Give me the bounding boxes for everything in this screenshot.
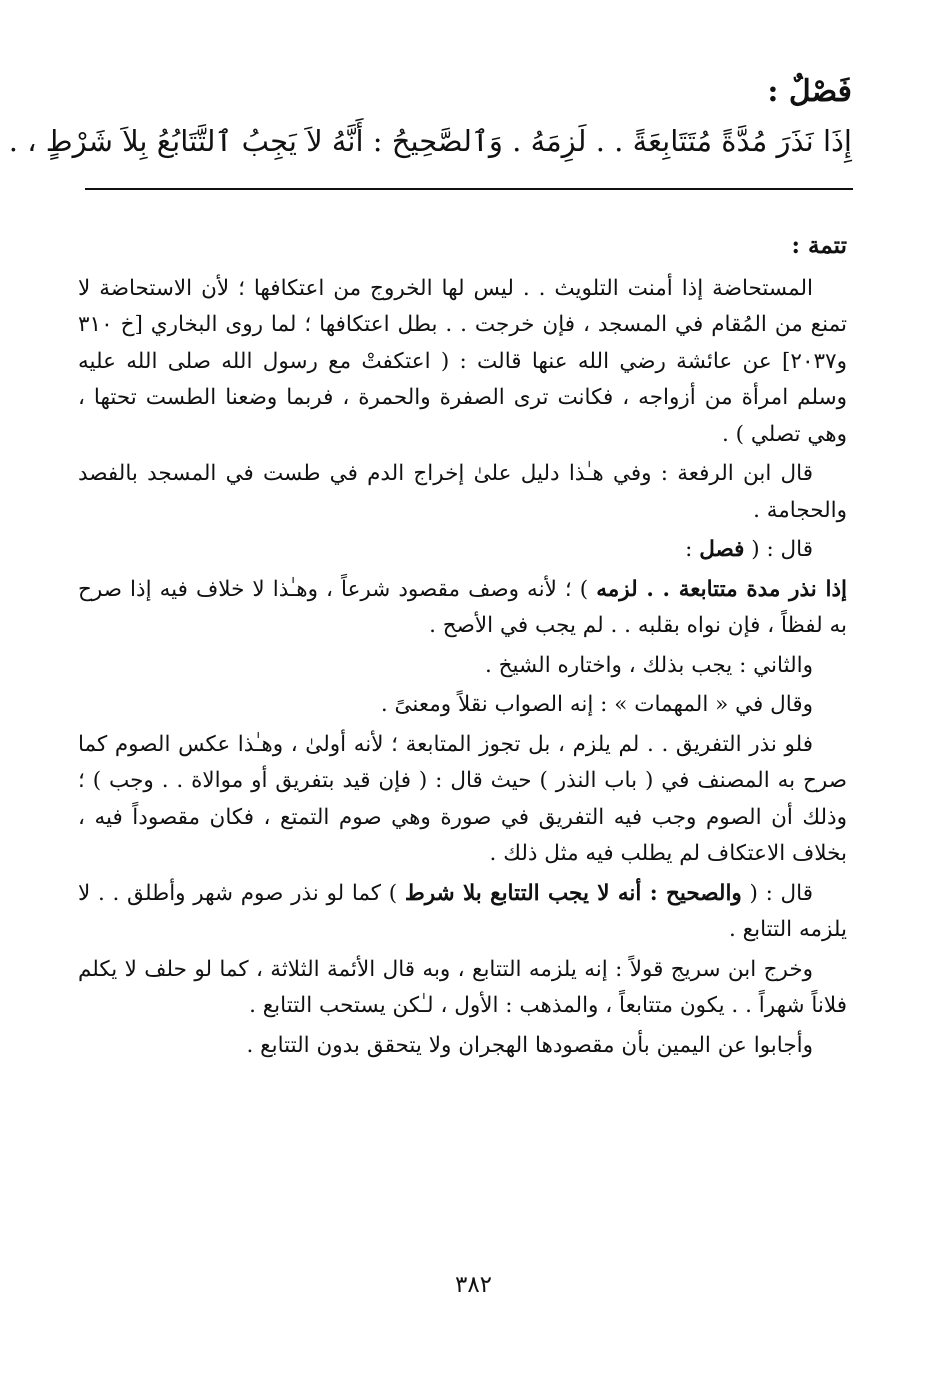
paragraph-8 [78, 876, 847, 949]
paragraph-3-end: : [685, 537, 700, 562]
section-divider [85, 188, 853, 190]
paragraph-3 [78, 532, 847, 569]
paragraph-1: المستحاضة إذا أمنت التلويث . . ليس لها الخروج من اعتكافها ؛ لأن الاستحاضة لا تمنع من المُقام في المسجد ، فإن خرجت . . بطل اعتكافها ؛ لما روى البخاري [خ ٣١٠ و٢٠٣٧] عن عائشة رضي الله عنها قالت : ( اعتكفتْ مع رسول الله صلى الله عليه وسلم امرأة من أزواجه ، فكانت ترى الصفرة والحمرة ، فربما وضعنا الطست تحتها ، وهي تصلي ) . [78, 275, 847, 447]
page-number: ٣٨٢ [454, 1272, 493, 1298]
paragraph-4-quote: إذا نذر مدة متتابعة . . لزمه [596, 576, 847, 602]
paragraph-8-quote: والصحيح : أنه لا يجب التتابع بلا شرط [404, 880, 742, 906]
paragraph-8-text: ) كما لو نذر صوم شهر وأطلق . . لا يلزمه التتابع . [78, 880, 847, 942]
paragraph-9: وخرج ابن سريج قولاً : إنه يلزمه التتابع ، وبه قال الأئمة الثلاثة ، كما لو حلف لا يكلم فلاناً شهراً . . يكون متتابعاً ، والمذهب : الأول ، لـٰكن يستحب التتابع . [78, 956, 847, 1018]
matn-text: إِذَا نَذَرَ مُدَّةً مُتَتَابِعَةً . . لَزِمَهُ . وَٱلصَّحِيحُ : أَنَّهُ لاَ يَجِبُ ٱلتَّتَابُعُ بِلاَ شَرْطٍ ، . [8, 124, 852, 158]
paragraph-3-intro: قال : ( [744, 537, 813, 562]
paragraph-5: والثاني : يجب بذلك ، واختاره الشيخ . [484, 652, 813, 678]
matn-heading: فَصْلٌ : [767, 74, 852, 109]
commentary-body [78, 228, 847, 1067]
paragraph-4 [78, 572, 847, 645]
commentary-heading: تتمة : [791, 232, 847, 259]
paragraph-3-quote: فصل [699, 537, 745, 562]
paragraph-8-intro: قال : ( [741, 880, 813, 906]
paragraph-7: فلو نذر التفريق . . لم يلزم ، بل تجوز المتابعة ؛ لأنه أولىٰ ، وهـٰذا عكس الصوم كما صرح به المصنف في ( باب النذر ) حيث قال : ( فإن قيد بتفريق أو موالاة . . وجب ) ؛ وذلك أن الصوم وجب فيه التفريق في صورة وهي صوم التمتع ، فكان مقصوداً فيه ، بخلاف الاعتكاف لم يطلب فيه مثل ذلك . [78, 731, 847, 866]
paragraph-10: وأجابوا عن اليمين بأن مقصودها الهجران ولا يتحقق بدون التتابع . [246, 1032, 813, 1058]
paragraph-4-text: ) ؛ لأنه وصف مقصود شرعاً ، وهـٰذا لا خلاف فيه إذا صرح به لفظاً ، فإن نواه بقلبه . . لم يجب في الأصح . [78, 576, 847, 638]
paragraph-2: قال ابن الرفعة : وفي هـٰذا دليل علىٰ إخراج الدم في طست في المسجد بالفصد والحجامة . [78, 461, 847, 523]
paragraph-6: وقال في « المهمات » : إنه الصواب نقلاً ومعنىً . [380, 692, 813, 717]
